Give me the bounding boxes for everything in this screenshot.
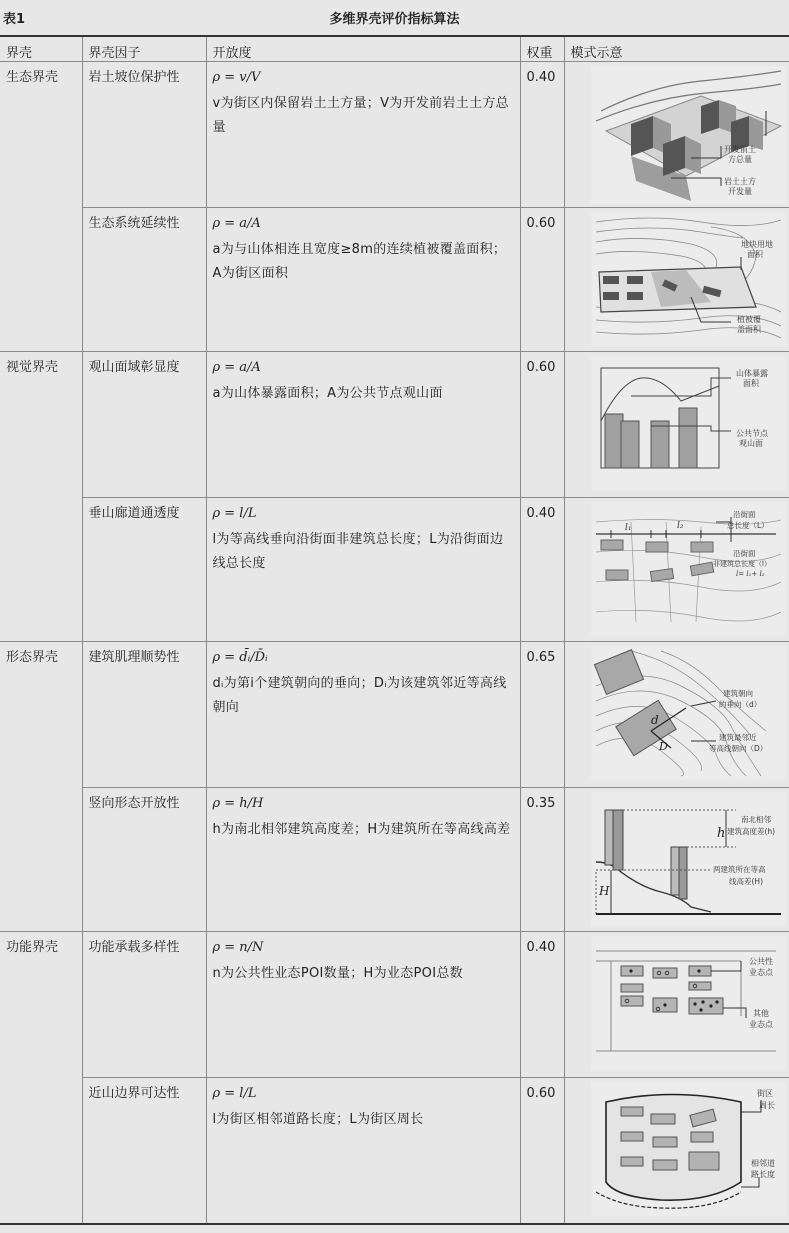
formula-desc: l为街区相邻道路长度；L为街区周长: [212, 1112, 424, 1127]
factor-cell: 竖向形态开放性: [82, 788, 206, 932]
shell-cell: 生态界壳: [0, 62, 82, 352]
diagram-label: 周长: [758, 1101, 775, 1110]
diagram-label: 公共性: [748, 957, 773, 966]
openness-cell: [206, 788, 520, 932]
diagram-label: 路长度: [750, 1170, 775, 1179]
diagram-label: 业态点: [748, 1020, 773, 1029]
building-blocks: [621, 1107, 719, 1170]
shell-cell: 功能界壳: [0, 932, 82, 1224]
factor-cell: 生态系统延续性: [82, 208, 206, 352]
weight-cell: 0.60: [520, 208, 564, 352]
openness-cell: [206, 498, 520, 642]
diagram-label: l₁: [624, 523, 631, 533]
formula: ρ = a/A: [212, 360, 261, 375]
diagram-label: 岩土土方: [723, 177, 756, 186]
table-row: [0, 932, 789, 1078]
diagram-label: 非建筑总长度（l）: [712, 560, 771, 568]
table-row: [0, 208, 789, 352]
factor-cell: 观山面域彰显度: [82, 352, 206, 498]
diagram-label: 业态点: [748, 968, 773, 977]
diagram-label: 其他: [752, 1009, 769, 1018]
diagram-label: 建筑高度差(h): [726, 827, 775, 836]
diagram-cell: [564, 932, 789, 1078]
diagram-label: 两建筑所在等高: [712, 865, 765, 874]
weight-cell: 0.60: [520, 1078, 564, 1224]
table-caption: [0, 0, 789, 34]
diagram-cell: [564, 498, 789, 642]
weight-cell: 0.60: [520, 352, 564, 498]
table-row: [0, 642, 789, 788]
diagram-label: 方总量: [727, 155, 752, 164]
diagram-label: 街区: [756, 1089, 773, 1098]
diagram-label: 相邻道: [750, 1159, 775, 1168]
table-row: [0, 788, 789, 932]
diagram-label: d: [650, 713, 659, 727]
vertical-openness-diagram: [591, 792, 786, 926]
diagram-cell: [564, 642, 789, 788]
building-texture-diagram: [591, 646, 786, 780]
diagram-cell: [564, 788, 789, 932]
diagram-label: D: [658, 740, 668, 753]
mountain-view-diagram: [591, 356, 786, 490]
diagram-label: 的垂向（d）: [718, 700, 761, 709]
diagram-label: 南北相邻: [740, 815, 771, 824]
diagram-label: 线高差(H): [728, 877, 763, 886]
table-header-row: [0, 36, 789, 62]
diagram-label: 地块用地: [740, 240, 773, 249]
table-title: 多维界壳评价指标算法: [329, 12, 460, 27]
shell-cell: 视觉界壳: [0, 352, 82, 642]
shell-cell: 形态界壳: [0, 642, 82, 932]
formula-desc: a为与山体相连且宽度≥8m的连续植被覆盖面积；A为街区面积: [212, 242, 507, 281]
table-row: [0, 498, 789, 642]
table-row: [0, 352, 789, 498]
header-factor: 界壳因子: [82, 36, 206, 62]
diagram-label: 沿街面: [732, 549, 755, 558]
openness-cell: [206, 642, 520, 788]
diagram-label: 面积: [746, 250, 763, 259]
diagram-label: 盖面积: [736, 325, 761, 334]
formula-desc: dᵢ为第i个建筑朝向的垂向；Dᵢ为该建筑邻近等高线朝向: [212, 676, 507, 715]
formula-desc: h为南北相邻建筑高度差；H为建筑所在等高线高差: [212, 822, 511, 837]
formula-desc: v为街区内保留岩土土方量；V为开发前岩土土方总量: [212, 96, 509, 135]
weight-cell: 0.65: [520, 642, 564, 788]
openness-cell: [206, 208, 520, 352]
diagram-label: 山体暴露: [735, 369, 768, 378]
header-weight: 权重: [520, 36, 564, 62]
header-shell: 界壳: [0, 36, 82, 62]
diagram-label: 开发前土: [723, 145, 756, 154]
formula: ρ = h/H: [212, 796, 264, 811]
header-diagram: 模式示意: [564, 36, 789, 62]
diagram-label: 沿街面: [732, 510, 755, 519]
formula: ρ = d̄ᵢ/D̄ᵢ: [212, 650, 268, 665]
factor-cell: 垂山廊道通透度: [82, 498, 206, 642]
formula: ρ = l/L: [212, 1086, 257, 1101]
table-row: [0, 1078, 789, 1224]
diagram-label: 公共节点: [735, 429, 768, 438]
diagram-label: 建筑最邻近: [718, 733, 756, 742]
diagram-cell: [564, 62, 789, 208]
weight-cell: 0.40: [520, 932, 564, 1078]
ecosystem-continuity-diagram: [591, 212, 786, 346]
formula-desc: n为公共性业态POI数量；H为业态POI总数: [212, 966, 463, 981]
diagram-label: 总长度（L）: [726, 521, 769, 530]
formula-desc: a为山体暴露面积；A为公共节点观山面: [212, 386, 443, 401]
diagram-label: H: [598, 884, 609, 898]
diagram-cell: [564, 352, 789, 498]
factor-cell: 建筑肌理顺势性: [82, 642, 206, 788]
diagram-label: 开发量: [727, 187, 752, 196]
diagram-label: 等高线朝向（D）: [708, 744, 767, 753]
diagram-label: h: [716, 826, 725, 841]
corridor-transparency-diagram: [591, 502, 786, 636]
factor-cell: 近山边界可达性: [82, 1078, 206, 1224]
weight-cell: 0.40: [520, 62, 564, 208]
diagram-label: 植被覆: [736, 315, 761, 324]
formula: ρ = l/L: [212, 506, 257, 521]
openness-cell: [206, 932, 520, 1078]
openness-cell: [206, 62, 520, 208]
formula-desc: l为等高线垂向沿街面非建筑总长度；L为沿街面边线总长度: [212, 532, 504, 571]
formula: ρ = a/A: [212, 216, 261, 231]
diagram-label: 面积: [742, 379, 759, 388]
table-row: [0, 62, 789, 208]
diagram-label: 观山面: [738, 439, 763, 448]
function-diversity-diagram: [591, 936, 786, 1070]
diagram-cell: [564, 208, 789, 352]
evaluation-table: [0, 35, 789, 1225]
formula: ρ = n/N: [212, 940, 264, 955]
slope-protection-diagram: [591, 66, 786, 204]
boundary-accessibility-diagram: [591, 1082, 786, 1216]
diagram-label: 建筑朝向: [722, 689, 753, 698]
openness-cell: [206, 352, 520, 498]
diagram-label: l= l₁+ l₂: [735, 570, 765, 578]
weight-cell: 0.40: [520, 498, 564, 642]
table-number: 表1: [3, 12, 26, 27]
weight-cell: 0.35: [520, 788, 564, 932]
openness-cell: [206, 1078, 520, 1224]
header-openness: 开放度: [206, 36, 520, 62]
formula: ρ = v/V: [212, 70, 261, 85]
diagram-cell: [564, 1078, 789, 1224]
factor-cell: 岩土坡位保护性: [82, 62, 206, 208]
diagram-label: l₂: [676, 521, 683, 531]
factor-cell: 功能承载多样性: [82, 932, 206, 1078]
